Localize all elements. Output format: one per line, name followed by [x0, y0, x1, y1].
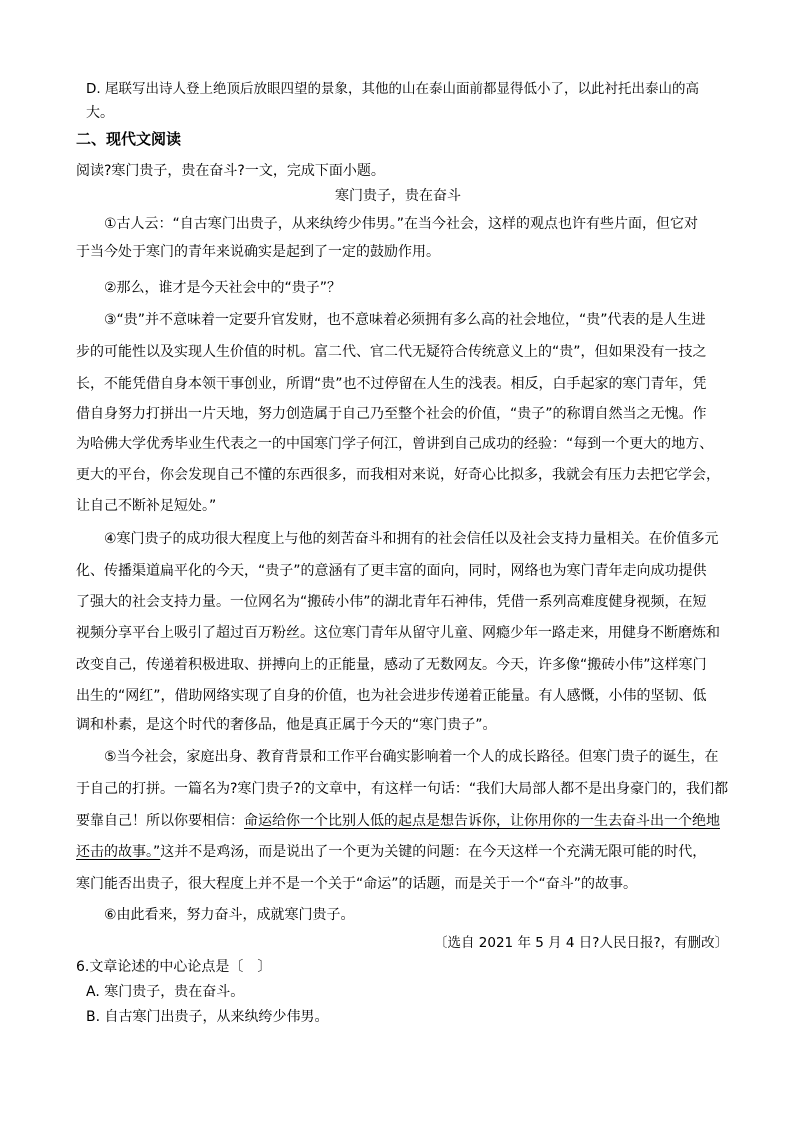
paragraph-5-line-4 [76, 843, 706, 861]
paragraph-2: ②那么，谁才是今天社会中的“贵子”？ [104, 280, 342, 296]
article-source: 〔选自 2021 年 5 月 4 日?人民日报?，有删改〕 [434, 935, 729, 951]
paragraph-1-line-2: 于当今处于寒门的青年来说确实是起到了一定的鼓励作用。 [76, 244, 440, 260]
paragraph-5-line-5: 寒门能否出贵子，很大程度上并不是一个关于“命运”的话题，而是关于一个“奋斗”的故事。 [76, 876, 638, 892]
paragraph-4-line-6: 出生的“网红”，借助网络实现了自身的价值，也为社会进步传递着正能量。有人感慨，小伟的坚韧、低 [76, 688, 707, 704]
paragraph-5-line-3 [76, 812, 720, 830]
article-title: 寒门贵子，贵在奋斗 [335, 188, 461, 204]
paragraph-6: ⑥由此看来，努力奋斗，成就寒门贵子。 [104, 907, 355, 923]
underlined-quote-part-2: 还击的故事。” [76, 844, 161, 860]
paragraph-5-line-1: ⑤当今社会，家庭出身、教育背景和工作平台确实影响着一个人的成长路径。但寒门贵子的诞生，在 [104, 749, 719, 765]
question-option-b: B. 自古寒门出贵子，从来纨绔少伟男。 [86, 1009, 329, 1025]
paragraph-4-line-3: 了强大的社会支持力量。一位网名为“搬砖小伟”的湖北青年石神伟，凭借一系列高难度健身视频，在短 [76, 594, 707, 610]
paragraph-4-line-7: 调和朴素，是这个时代的奢侈品，他是真正属于今天的“寒门贵子”。 [76, 717, 497, 733]
paragraph-3-line-5: 为哈佛大学优秀毕业生代表之一的中国寒门学子何江，曾讲到自己成功的经验：“每到一个更大的地方、 [76, 436, 714, 452]
underlined-quote-part-1: 命运给你一个比别人低的起点是想告诉你，让你用你的一生去奋斗出一个绝地 [244, 813, 720, 829]
option-d-line-2: 大。 [86, 105, 114, 121]
reading-instruction: 阅读?寒门贵子，贵在奋斗?一文，完成下面小题。 [76, 163, 385, 179]
paragraph-3-line-7: 让自己不断补足短处。” [76, 498, 217, 514]
paragraph-3-line-6: 更大的平台，你会发现自己不懂的东西很多，而我相对来说，好奇心比拟多，我就会有压力去把它学会， [76, 467, 720, 483]
paragraph-4-line-2: 化、传播渠道扁平化的今天，“贵子”的意涵有了更丰富的面向，同时，网络也为寒门青年走向成功提供 [76, 563, 707, 579]
paragraph-3-line-4: 借自身努力打拼出一片天地，努力创造属于自己乃至整个社会的价值，“贵子”的称谓自然当之无愧。作 [76, 406, 707, 422]
paragraph-3-line-2: 步的可能性以及实现人生价值的时机。富二代、官二代无疑符合传统意义上的“贵”，但如果没有一技之 [76, 344, 707, 360]
paragraph-5-line-3-text: 要靠自己！所以你要相信： [76, 813, 244, 829]
question-option-a: A. 寒门贵子，贵在奋斗。 [86, 984, 245, 1000]
option-d-line-1: D. 尾联写出诗人登上绝顶后放眼四望的景象，其他的山在泰山面前都显得低小了，以此衬托出泰山的高 [86, 81, 699, 97]
paragraph-3-line-1: ③“贵”并不意味着一定要升官发财，也不意味着必须拥有多么高的社会地位，“贵”代表的是人生进 [104, 312, 706, 328]
paragraph-4-line-1: ④寒门贵子的成功很大程度上与他的刻苦奋斗和拥有的社会信任以及社会支持力量相关。在价值多元 [104, 531, 719, 547]
paragraph-4-line-4: 视频分享平台上吸引了超过百万粉丝。这位寒门青年从留守儿童、网瘾少年一路走来，用健身不断磨炼和 [76, 625, 720, 641]
paragraph-4-line-5: 改变自己，传递着积极进取、拼搏向上的正能量，感动了无数网友。今天，许多像“搬砖小伟”这样寒门 [76, 657, 707, 673]
paragraph-5-line-2: 于自己的打拼。一篇名为?寒门贵子?的文章中，有这样一句话：“我们大局部人都不是出身豪门的，我们都 [76, 781, 729, 797]
paragraph-1-line-1: ①古人云：“自古寒门出贵子，从来纨绔少伟男。”在当今社会，这样的观点也许有些片面，但它对 [104, 216, 699, 232]
paragraph-3-line-3: 长，不能凭借自身本领干事创业，所谓“贵”也不过停留在人生的浅表。相反，白手起家的寒门青年，凭 [76, 376, 707, 392]
section-heading: 二、现代文阅读 [76, 130, 182, 148]
question-stem: 6.文章论述的中心论点是〔 〕 [76, 959, 272, 975]
paragraph-5-line-4-text: 这并不是鸡汤，而是说出了一个更为关键的问题：在今天这样一个充满无限可能的时代， [160, 844, 707, 860]
